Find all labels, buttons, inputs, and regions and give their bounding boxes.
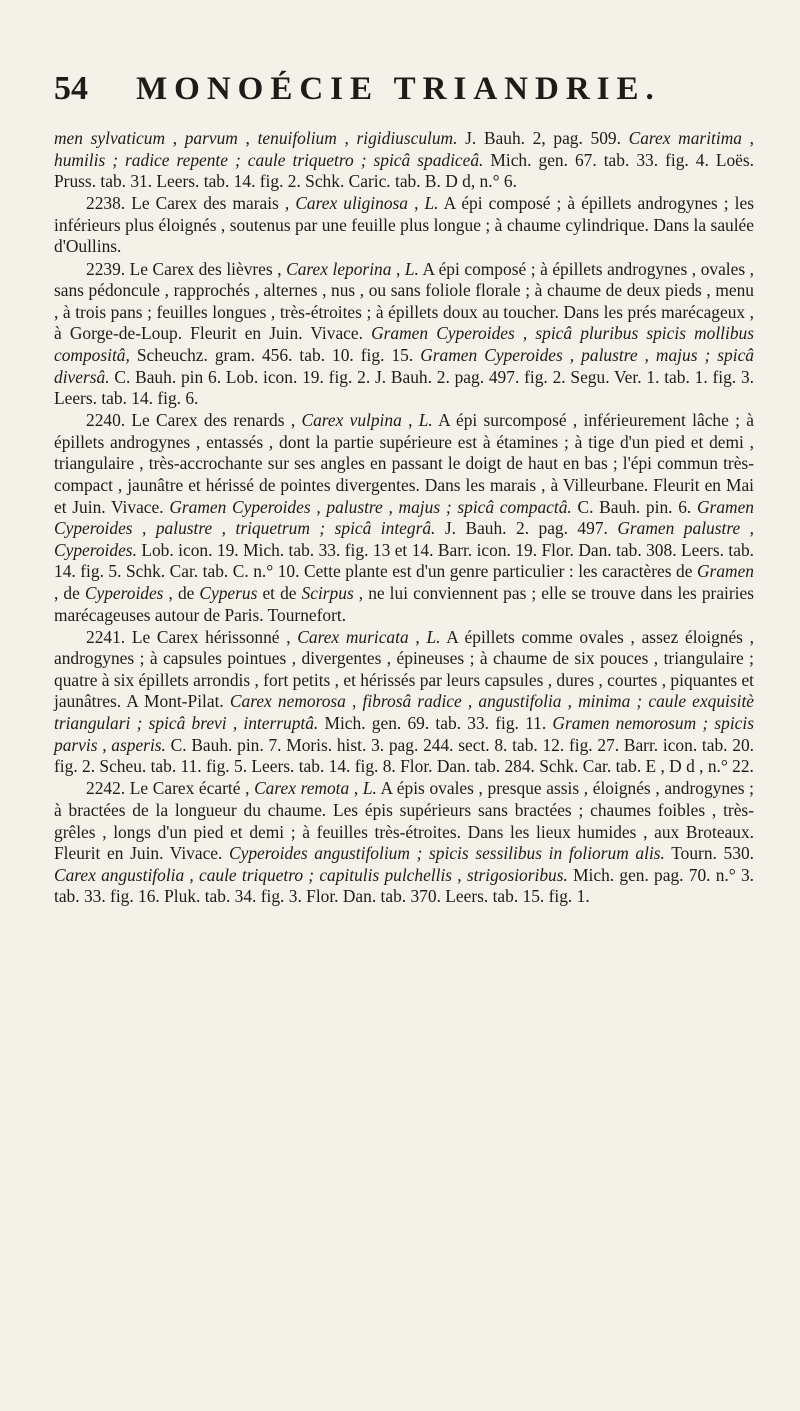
italic-text: men sylvaticum: [54, 128, 166, 148]
text-run: ,: [237, 128, 258, 148]
text-run: Scheuchz. gram. 456. tab. 10. fig. 15.: [129, 344, 421, 365]
text-run: A épi composé ; à épillets androgynes ; les inférieurs plus éloignés , soutenus par une feuille plus longue ; à chaume cylindrique. Dans la saulée d'Oullins.: [54, 193, 754, 257]
text-run: , de: [54, 582, 85, 603]
paragraph: [54, 410, 754, 626]
paragraph: [54, 193, 754, 258]
text-run: ,: [401, 410, 419, 431]
italic-text: Carex maritima: [628, 128, 742, 148]
text-run: C. Bauh. pin. 6.: [571, 496, 697, 517]
italic-text: L.: [362, 778, 377, 799]
text-run: 2240. Le Carex des renards ,: [86, 410, 302, 431]
italic-text: tenuifolium: [257, 128, 337, 148]
text-run: C. Bauh. pin 6. Lob. icon. 19. fig. 2. J. Bauh. 2. pag. 497. fig. 2. Segu. Ver. 1. tab. 1. fig. 3. Leers. tab. 14. fig. 6.: [54, 366, 754, 409]
text-run: ,: [336, 128, 357, 148]
text-run: , de: [163, 582, 200, 603]
text-run: A épillets comme ovales , assez éloignés , androgynes ; à capsules pointues , divergentes , épineuses ; à chaume de six pouces , triangulaire ; quatre à six épillets arrondis , fort petits , et hérissés par leurs capsules , dures , courtes , piquantes et jaunâtres. A Mont-Pilat.: [54, 626, 755, 712]
italic-text: Carex nemorosa , fibrosâ radice , angustifolia , minima ; caule exquisitè triangulari ; spicâ brevi , interruptâ.: [54, 691, 754, 734]
text-run: , ne lui conviennent pas ; elle se trouve dans les prairies marécageuses autour de Paris. Tournefort.: [54, 582, 754, 625]
text-run: C. Bauh. pin. 7. Moris. hist. 3. pag. 244. sect. 8. tab. 12. fig. 27. Barr. icon. tab. 20. fig. 2. Scheu. tab. 11. fig. 5. Leers. tab. 14. fig. 8. Flor. Dan. tab. 284. Schk. Car. tab. E , D d , n.° 22.: [54, 734, 754, 777]
text-run: ,: [349, 778, 363, 799]
text-run: ,: [391, 258, 405, 279]
text-run: ,: [408, 626, 427, 647]
italic-text: L.: [426, 626, 441, 647]
paragraph: [54, 259, 754, 410]
text-run: 2241. Le Carex hérissonné ,: [86, 626, 298, 647]
italic-text: Gramen Cyperoides , palustre , majus ; spicâ compactâ.: [169, 496, 572, 517]
text-run: A épi composé ; à épillets androgynes , ovales , sans pédoncule , rapprochés , alternes , nus , ou sans foliole florale ; à chaume de deux pieds , menu , à trois pans ; feuilles longues , très-étroites ; à épillets doux au toucher. Dans les prés marécageux , à Gorge-de-Loup. Fleurit en Juin. Vivace.: [54, 258, 754, 344]
italic-text: L.: [404, 258, 419, 279]
text-run: ,: [741, 128, 754, 148]
paragraph: [54, 778, 754, 908]
text-run: 2238. Le Carex des marais ,: [86, 193, 296, 214]
italic-text: Cyperus: [199, 582, 258, 603]
italic-text: Gramen Cyperoides , palustre , triquetrum ; spicâ integrâ.: [54, 496, 754, 539]
text-run: et de: [257, 582, 302, 603]
italic-text: Gramen Cyperoides , palustre , majus ; spicâ diversâ.: [54, 344, 754, 387]
italic-text: Carex muricata: [297, 626, 409, 647]
text-run: ,: [165, 128, 185, 148]
italic-text: Gramen: [697, 561, 754, 582]
text-run: Tourn. 530.: [664, 843, 754, 864]
italic-text: parvum: [184, 128, 238, 148]
italic-text: humilis ; radice repente ; caule triquetro ; spicâ spadiceâ.: [54, 149, 484, 170]
text-run: J. Bauh. 2, pag. 509.: [457, 128, 629, 148]
text-run: 2239. Le Carex des lièvres ,: [86, 258, 287, 279]
italic-text: Carex vulpina: [301, 410, 402, 431]
text-run: A épi surcomposé , inférieurement lâche ; à épillets androgynes , entassés , dont la partie supérieure est à étamines ; à tige d'un pied et demi , triangulaire , très-accrochante sur ses angles en passant le doigt de haut en bas ; l'épi commun très-compact , jaunâtre et hérissé de pointes divergentes. Dans les marais , à Villeurbane. Fleurit en Mai et Juin. Vivace.: [54, 410, 754, 517]
italic-text: Carex leporina: [286, 258, 392, 279]
italic-text: Scirpus: [301, 582, 354, 603]
text-run: 2242. Le Carex écarté ,: [86, 778, 255, 799]
text-run: Mich. gen. 67. tab. 33. fig. 4. Loës. Pruss. tab. 31. Leers. tab. 14. fig. 2. Schk. Caric. tab. B. D d, n.° 6.: [54, 149, 754, 192]
italic-text: Carex uliginosa: [295, 193, 408, 214]
text-run: Mich. gen. pag. 70. n.° 3. tab. 33. fig. 16. Pluk. tab. 34. fig. 3. Flor. Dan. tab. 370. Leers. tab. 15. fig. 1.: [54, 864, 754, 907]
italic-text: Carex remota: [254, 778, 350, 799]
italic-text: Carex angustifolia , caule triquetro ; capitulis pulchellis , strigosioribus.: [54, 864, 568, 885]
text-run: Lob. icon. 19. Mich. tab. 33. fig. 13 et 14. Barr. icon. 19. Flor. Dan. tab. 308. Leers. tab. 14. fig. 5. Schk. Car. tab. C. n.° 10. Cette plante est d'un genre particulier : les caractères de: [54, 539, 754, 582]
text-run: J. Bauh. 2. pag. 497.: [435, 518, 618, 539]
text-run: A épis ovales , presque assis , éloignés , androgynes ; à bractées de la longueur du chaume. Les épis supérieurs sans bractées ; chaumes foibles , très-grêles , longs d'un pied et demi ; à feuilles très-étroites. Dans les lieux humides , aux Broteaux. Fleurit en Juin. Vivace.: [54, 778, 754, 864]
page-body: [54, 128, 754, 908]
page-number: 54: [54, 70, 88, 107]
paragraph: [54, 128, 754, 193]
italic-text: Gramen nemorosum ; spicis parvis , asperis.: [54, 713, 755, 755]
italic-text: Gramen Cyperoides , spicâ pluribus spicis mollibus compositâ,: [54, 323, 754, 365]
italic-text: Cyperoides angustifolium ; spicis sessilibus in foliorum alis.: [229, 843, 665, 864]
italic-text: Gramen palustre , Cyperoides.: [54, 518, 754, 560]
italic-text: L.: [424, 193, 439, 214]
running-header: [54, 70, 754, 122]
italic-text: Cyperoides: [84, 582, 164, 603]
paragraph: [54, 627, 754, 778]
text-run: Mich. gen. 69. tab. 33. fig. 11.: [318, 713, 553, 734]
text-run: ,: [408, 193, 425, 214]
italic-text: L.: [418, 410, 433, 431]
running-title: MONOÉCIE TRIANDRIE.: [136, 71, 661, 107]
italic-text: rigidiusculum.: [356, 128, 458, 148]
